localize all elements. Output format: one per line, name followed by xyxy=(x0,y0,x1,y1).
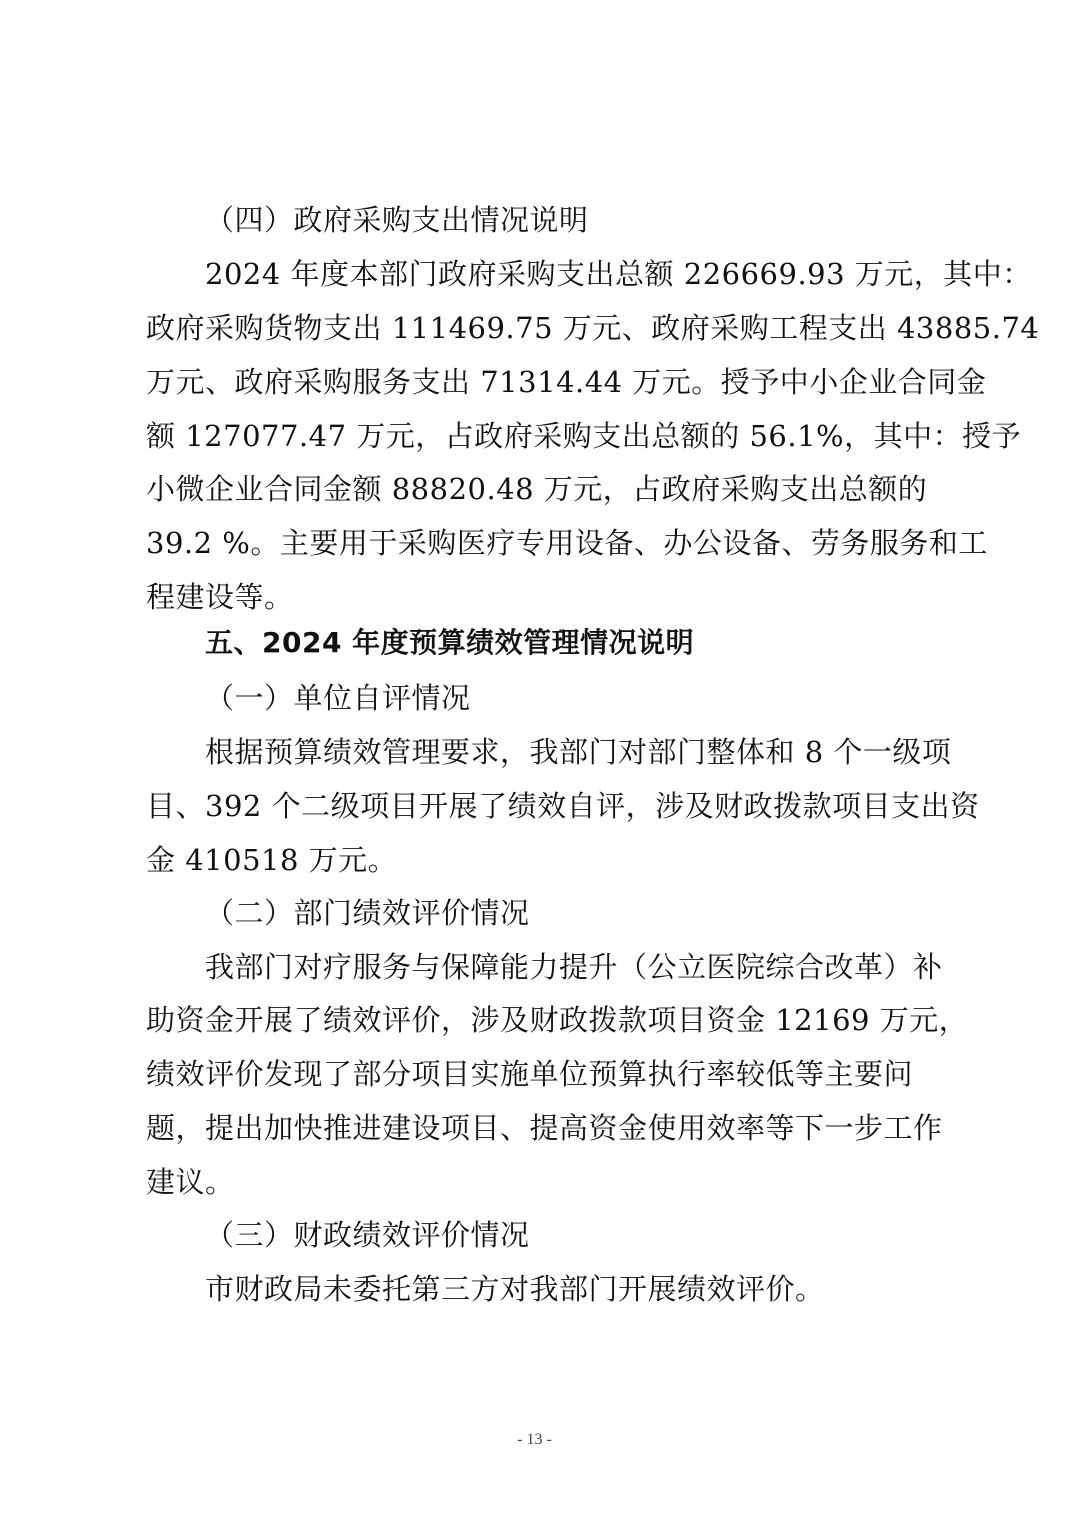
paragraph-line: 根据预算绩效管理要求，我部门对部门整体和 8 个一级项 xyxy=(205,735,952,769)
paragraph-line: 小微企业合同金额 88820.48 万元，占政府采购支出总额的 xyxy=(146,472,928,506)
paragraph-line: 程建设等。 xyxy=(146,580,294,614)
page-number: - 13 - xyxy=(517,1431,552,1448)
heading-5-1-self-evaluation: （一）单位自评情况 xyxy=(205,681,471,715)
paragraph-line: 我部门对疗服务与保障能力提升（公立医院综合改革）补 xyxy=(205,950,943,984)
paragraph-line: 金 410518 万元。 xyxy=(146,843,398,877)
paragraph-line: 2024 年度本部门政府采购支出总额 226669.93 万元，其中： xyxy=(205,257,1032,291)
paragraph-line: 助资金开展了绩效评价，涉及财政拨款项目资金 12169 万元， xyxy=(146,1003,969,1037)
paragraph-line: 绩效评价发现了部分项目实施单位预算执行率较低等主要问 xyxy=(146,1057,914,1091)
paragraph-line: 额 127077.47 万元，占政府采购支出总额的 56.1%，其中：授予 xyxy=(146,419,1022,453)
heading-5-performance-management: 五、2024 年度预算绩效管理情况说明 xyxy=(205,626,695,659)
paragraph-line: 目、392 个二级项目开展了绩效自评，涉及财政拨款项目支出资 xyxy=(146,789,980,823)
paragraph-line: 市财政局未委托第三方对我部门开展绩效评价。 xyxy=(205,1272,825,1306)
heading-4-gov-procurement: （四）政府采购支出情况说明 xyxy=(205,203,589,237)
paragraph-line: 政府采购货物支出 111469.75 万元、政府采购工程支出 43885.74 xyxy=(146,311,1040,345)
paragraph-line: 万元、政府采购服务支出 71314.44 万元。授予中小企业合同金 xyxy=(146,365,987,399)
paragraph-line: 题，提出加快推进建设项目、提高资金使用效率等下一步工作 xyxy=(146,1111,943,1145)
heading-5-3-fiscal-evaluation: （三）财政绩效评价情况 xyxy=(205,1218,530,1252)
heading-5-2-department-evaluation: （二）部门绩效评价情况 xyxy=(205,896,530,930)
paragraph-line: 39.2 %。主要用于采购医疗专用设备、办公设备、劳务服务和工 xyxy=(146,526,988,560)
paragraph-line: 建议。 xyxy=(146,1165,235,1199)
